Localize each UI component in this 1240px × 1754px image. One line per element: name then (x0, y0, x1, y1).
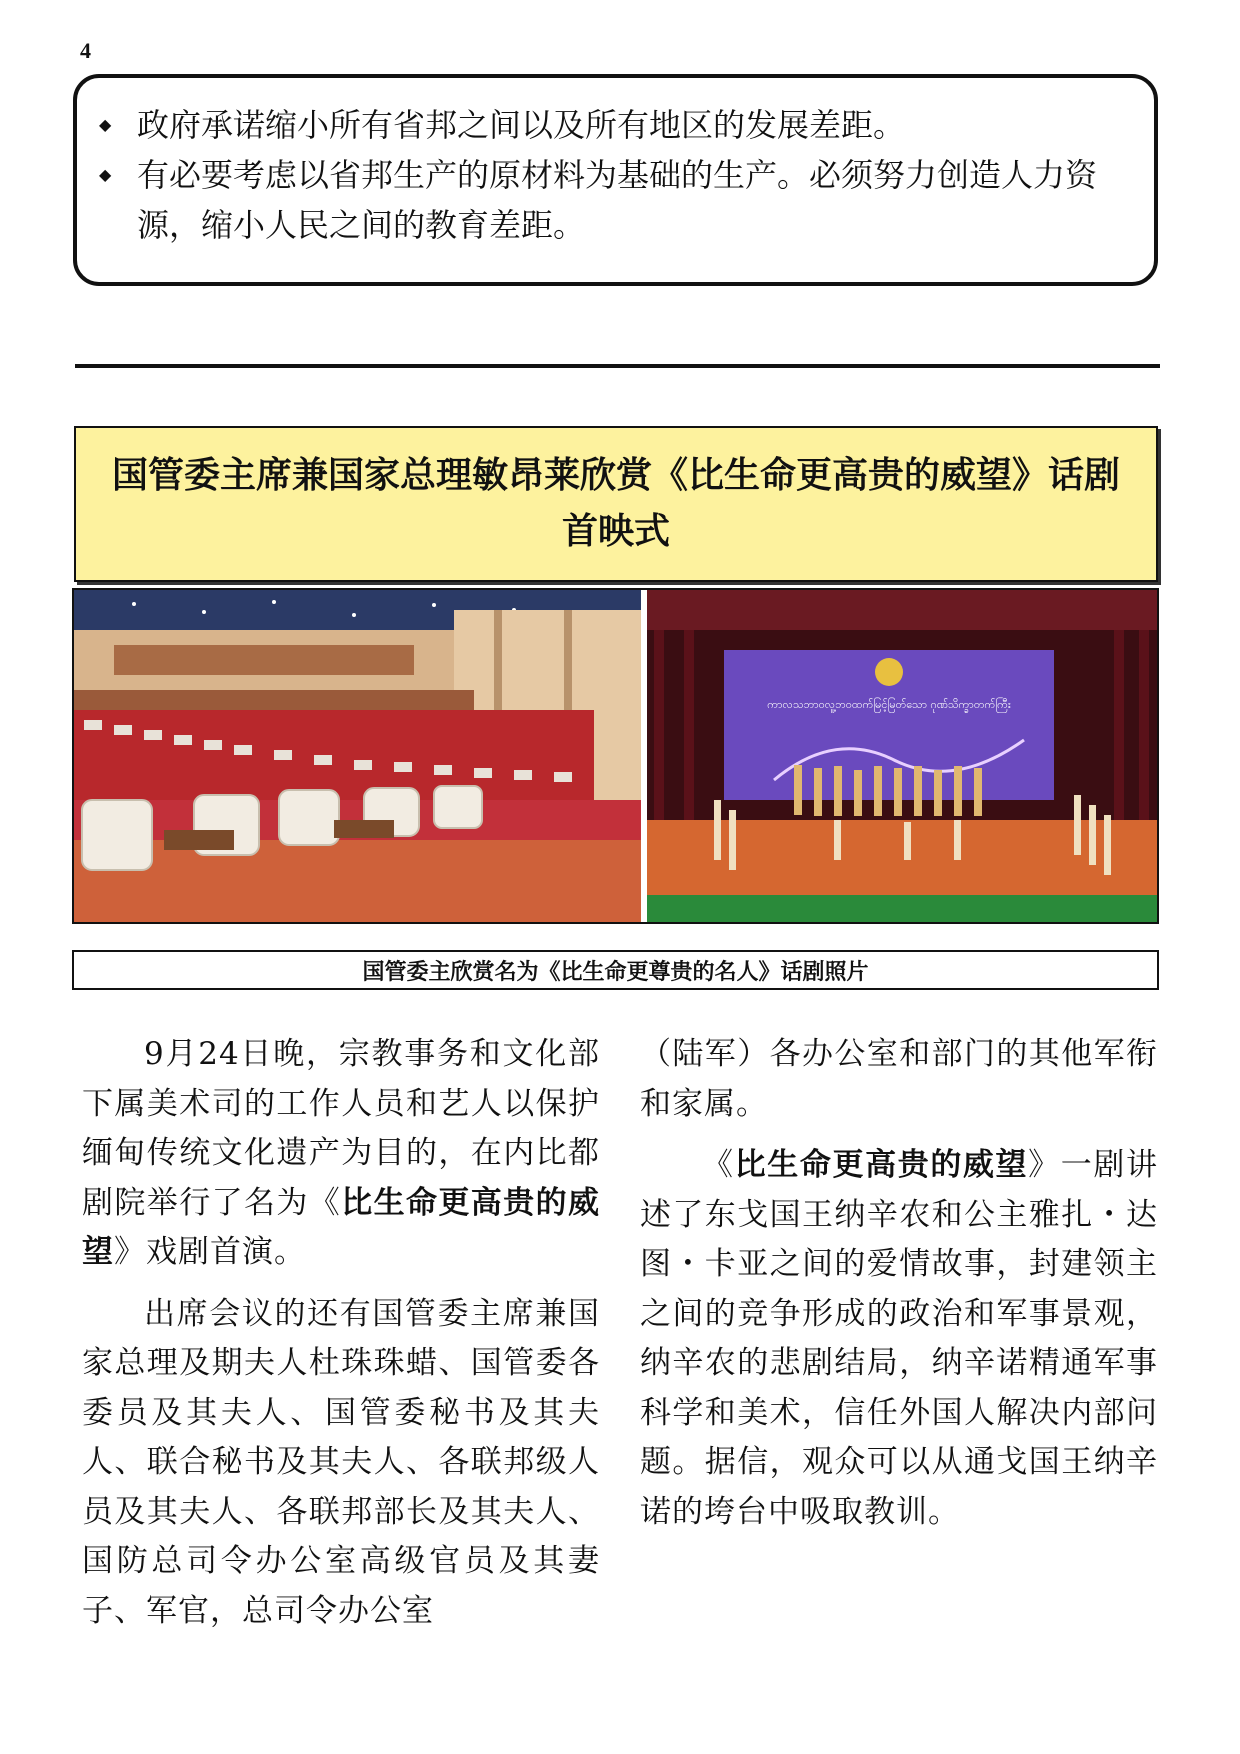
photo-pair (74, 590, 1157, 922)
paragraph-text: 》一剧讲述了东戈国王纳辛农和公主雅扎・达图・卡亚之间的爱情故事，封建领主之间的竞争形成的政治和军事景观，纳辛农的悲剧结局，纳辛诺精通军事科学和美术，信任外国人解决内部问题。据信，观众可以从通戈国王纳辛诺的垮台中吸取教训。 (640, 1147, 1159, 1530)
play-title-bold: 比生命更高贵的威望 (82, 1184, 601, 1270)
page-number: 4 (80, 38, 91, 63)
summary-bullet-text: 有必要考虑以省邦生产的原材料为基础的生产。必须努力创造人力资源，缩小人民之间的教育差距。 (137, 156, 1098, 244)
paragraph-text: 》戏剧首演。 (114, 1234, 306, 1270)
article-paragraph (82, 1030, 600, 1278)
photo-caption: 国管委主欣赏名为《比生命更尊贵的名人》话剧照片 (72, 950, 1159, 990)
summary-bullet-text: 政府承诺缩小所有省邦之间以及所有地区的发展差距。 (137, 106, 906, 144)
stage-banner-text: ကာလသဘာဝလူ့ဘဝထက်မြင့်မြတ်သော ဂုဏ်သိက္ခာတက်ကြီး (767, 698, 1011, 711)
article-column-left (82, 1030, 600, 1648)
diamond-bullet-icon: ◆ (99, 115, 112, 134)
stage-photo (647, 590, 1157, 922)
article-paragraph (640, 1141, 1158, 1537)
article-paragraph-continued: （陆军）各办公室和部门的其他军衔和家属。 (640, 1036, 1158, 1122)
headline-box (74, 426, 1158, 582)
paragraph-text: 9月24日晚，宗教事务和文化部下属美术司的工作人员和艺人以保护缅甸传统文化遗产为目的，在内比都剧院举行了名为《 (82, 1036, 600, 1221)
article-paragraph: 出席会议的还有国管委主席兼国家总理及期夫人杜珠珠蜡、国管委各委员及其夫人、国管委秘书及其夫人、联合秘书及其夫人、各联邦级人员及其夫人、各联邦部长及其夫人、国防总司令办公室高级官员及其妻子、军官，总司令办公室 (82, 1295, 600, 1629)
section-divider (75, 364, 1160, 368)
paragraph-text: 《 (702, 1147, 735, 1183)
summary-box (73, 74, 1158, 286)
photo-frame (72, 588, 1159, 924)
play-title-bold: 比生命更高贵的威望 (734, 1147, 1029, 1183)
auditorium-photo (74, 590, 641, 922)
article-column-right (640, 1030, 1158, 1549)
summary-bullet (95, 150, 1134, 250)
summary-bullet (95, 100, 1134, 150)
diamond-bullet-icon: ◆ (99, 165, 112, 184)
headline-title: 国管委主席兼国家总理敏昂莱欣赏《比生命更高贵的威望》话剧首映式 (111, 455, 1120, 552)
